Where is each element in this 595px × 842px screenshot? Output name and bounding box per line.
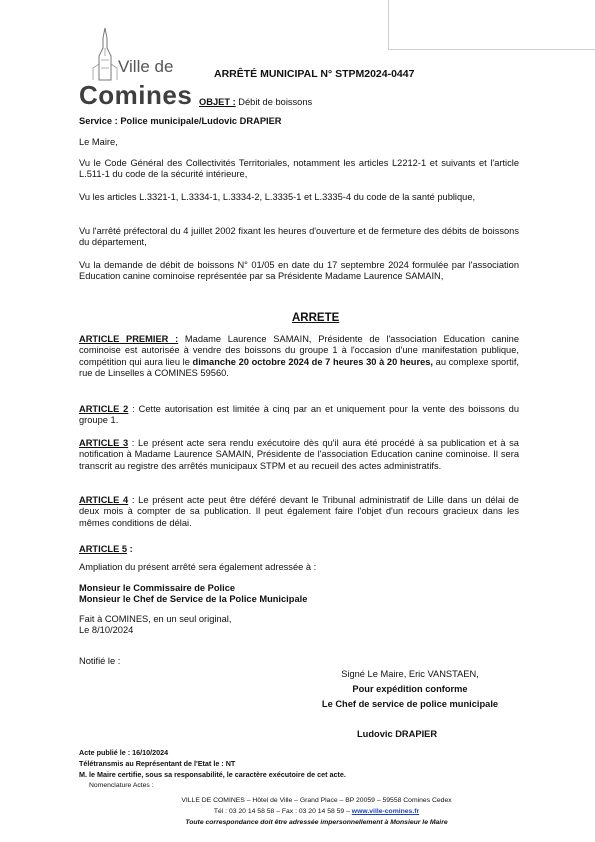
- arrete-heading: ARRETE: [292, 312, 340, 324]
- footer-address: VILLE DE COMINES – Hôtel de Ville – Grand Place – BP 20059 – 59558 Comines Cedex: [181, 797, 452, 804]
- vu-paragraph-2: Vu les articles L.3321-1, L.3334-1, L.3334-2, L.3335-1 et L.3335-4 du code de la santé publique,: [79, 192, 476, 202]
- signature-line-2: Pour expédition conforme: [352, 684, 468, 694]
- article-3: ARTICLE 3 : Le présent acte sera rendu exécutoire dès qu'il aura été procédé à sa publication et à sa notification à Madame Laurence SAMAIN, Présidente de l'association Education canine cominoise. Il sera transcrit au registre des arrêtés municipaux STPM et au recueil des actes administratifs.: [79, 438, 519, 471]
- footer-certifie: M. le Maire certifie, sous sa responsabilité, le caractère exécutoire de cet acte.: [79, 770, 346, 779]
- recipient-2: Monsieur le Chef de Service de la Police Municipale: [79, 594, 308, 604]
- footer-nomenclature: Nomenclature Actes :: [89, 782, 154, 789]
- vu-paragraph-4: Vu la demande de débit de boissons N° 01/05 en date du 17 septembre 2024 formulée par l'association Education canine cominoise représentée par sa Présidente Madame Laurence SAMAIN,: [79, 260, 519, 282]
- date-line: Le 8/10/2024: [79, 625, 134, 635]
- objet-label: OBJET :: [199, 97, 236, 107]
- signatory-name: Ludovic DRAPIER: [357, 729, 438, 739]
- stamp-box: [388, 0, 595, 50]
- article-4: ARTICLE 4 : Le présent acte peut être déféré devant le Tribunal administratif de Lille dans un délai de deux mois à compter de sa publication. Il peut également faire l'objet d'un recours gracieux dans les mêmes conditions de délai.: [79, 495, 519, 528]
- footer-contact: Tél : 03 20 14 58 58 – Fax : 03 20 14 58 59 – www.ville-comines.fr: [213, 808, 420, 815]
- article-1-label: ARTICLE PREMIER :: [79, 334, 179, 344]
- logo-comines-text: Comines: [79, 80, 193, 110]
- recipient-1: Monsieur le Commissaire de Police: [79, 583, 236, 593]
- fait-line: Fait à COMINES, en un seul original,: [79, 614, 232, 624]
- signature-line-1: Signé Le Maire, Eric VANSTAEN,: [341, 669, 479, 679]
- article-3-label: ARTICLE 3: [79, 438, 129, 448]
- vu-paragraph-1: Vu le Code Général des Collectivités Territoriales, notamment les articles L2212-1 et suivants et l'article L.511-1 du code de la sécurité intérieure,: [79, 158, 519, 180]
- article-5-label: ARTICLE 5: [79, 544, 128, 554]
- document-title: ARRÊTÉ MUNICIPAL N° STPM2024-0447: [214, 68, 415, 80]
- logo-ville-text: Ville de: [118, 57, 174, 76]
- article-5: ARTICLE 5 :: [79, 544, 133, 554]
- church-logo-icon: [90, 26, 120, 82]
- notifie-line: Notifié le :: [79, 656, 121, 666]
- objet-text: Débit de boissons: [235, 97, 313, 107]
- footer-publie: Acte publié le : 16/10/2024: [79, 748, 169, 757]
- article-2: ARTICLE 2 : Cette autorisation est limitée à cinq par an et uniquement pour la vente des boissons du groupe 1.: [79, 404, 519, 426]
- vu-paragraph-3: Vu l'arrêté préfectoral du 4 juillet 2002 fixant les heures d'ouverture et de fermeture des débits de boissons du département,: [79, 226, 519, 248]
- article-2-label: ARTICLE 2: [79, 404, 129, 414]
- objet-line: [199, 97, 312, 107]
- footer-mention: Toute correspondance doit être adressée impersonnellement à Monsieur le Maire: [185, 819, 448, 826]
- ampliation-line: Ampliation du présent arrêté sera également adressée à :: [79, 562, 317, 572]
- article-1: ARTICLE PREMIER : Madame Laurence SAMAIN, Présidente de l'association Education canine cominoise est autorisée à vendre des boissons du groupe 1 à l'occasion d'une manifestation publique, compétition qui aura lieu le dimanche 20 octobre 2024 de 7 heures 30 à 20 heures, au complexe sportif, rue de Linselles à COMINES 59560.: [79, 334, 520, 379]
- website-link[interactable]: www.ville-comines.fr: [351, 808, 420, 815]
- article-4-label: ARTICLE 4: [79, 495, 129, 505]
- footer-teletransmis: Télétransmis au Représentant de l'Etat le : NT: [79, 759, 236, 768]
- service-line: Service : Police municipale/Ludovic DRAPIER: [79, 116, 282, 126]
- signature-line-3: Le Chef de service de police municipale: [321, 699, 499, 709]
- le-maire: Le Maire,: [79, 137, 118, 147]
